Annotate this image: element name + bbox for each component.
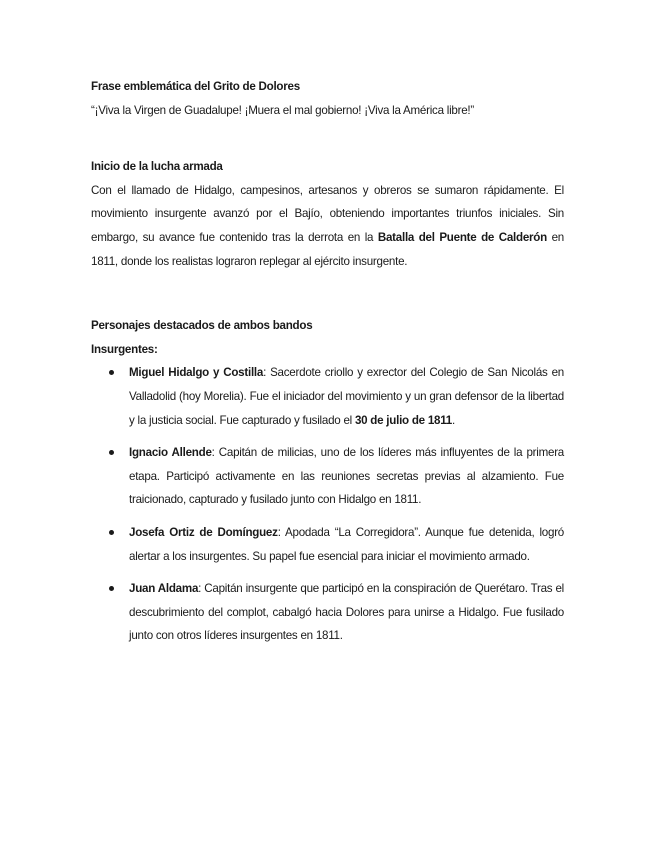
list-item-hidalgo	[91, 361, 564, 432]
item-text-end: .	[452, 413, 455, 427]
inicio-heading: Inicio de la lucha armada	[91, 160, 223, 174]
personajes-heading: Personajes destacados de ambos bandos	[91, 319, 313, 333]
inicio-paragraph	[91, 179, 564, 273]
item-text: : Capitán insurgente que participó en la conspiración de Querétaro. Tras el descubrimiento del complot, cabalgó hacia Dolores para unirse a Hidalgo. Fue fusilado junto con otros líderes insurgentes en 1811.	[129, 582, 565, 643]
insurgentes-list	[91, 361, 564, 648]
bullet-icon	[109, 586, 114, 591]
grito-quote: “¡Viva la Virgen de Guadalupe! ¡Muera el mal gobierno! ¡Viva la América libre!”	[91, 103, 475, 117]
item-text: : Apodada “La Corregidora”. Aunque fue detenida, logró alertar a los insurgentes. Su papel fue esencial para iniciar el movimiento armado.	[129, 525, 565, 563]
list-item-allende	[91, 441, 564, 512]
list-item-aldama	[91, 577, 564, 648]
spacer	[91, 122, 564, 155]
bullet-icon	[109, 530, 114, 535]
item-text: : Capitán de milicias, uno de los líderes más influyentes de la primera etapa. Participó activamente en las reuniones secretas previas al alzamiento. Fue traicionado, capturado y fusilado junto con Hidalgo en 1811.	[129, 446, 564, 507]
item-name: Ignacio Allende	[129, 446, 212, 460]
item-text: : Sacerdote criollo y exrector del Colegio de San Nicolás en Valladolid (hoy Morelia). Fue el iniciador del movimiento y un gran defensor de la libertad y la justicia social. Fue capturado y fusilado el	[129, 366, 564, 427]
inicio-text-before: Con el llamado de Hidalgo, campesinos, artesanos y obreros se sumaron rápidamente. El movimiento insurgente avanzó por el Bajío, obteniendo importantes triunfos iniciales. Sin embargo, su avance fue contenido tras la derrota en la	[91, 183, 564, 244]
item-bold-date: 30 de julio de 1811	[354, 413, 453, 427]
bullet-icon	[109, 450, 114, 455]
batalla-calderon-bold: Batalla del Puente de Calderón	[377, 230, 547, 244]
spacer	[91, 273, 564, 314]
item-name: Miguel Hidalgo y Costilla	[129, 366, 264, 380]
item-name: Juan Aldama	[129, 582, 199, 596]
insurgentes-subheading: Insurgentes:	[91, 342, 158, 356]
item-name: Josefa Ortiz de Domínguez	[129, 525, 278, 539]
grito-heading: Frase emblemática del Grito de Dolores	[91, 80, 300, 93]
list-item-ortiz	[91, 521, 564, 568]
inicio-text-after: en 1811, donde los realistas lograron replegar al ejército insurgente.	[91, 230, 564, 268]
document-content	[91, 75, 564, 657]
bullet-icon	[109, 370, 114, 375]
